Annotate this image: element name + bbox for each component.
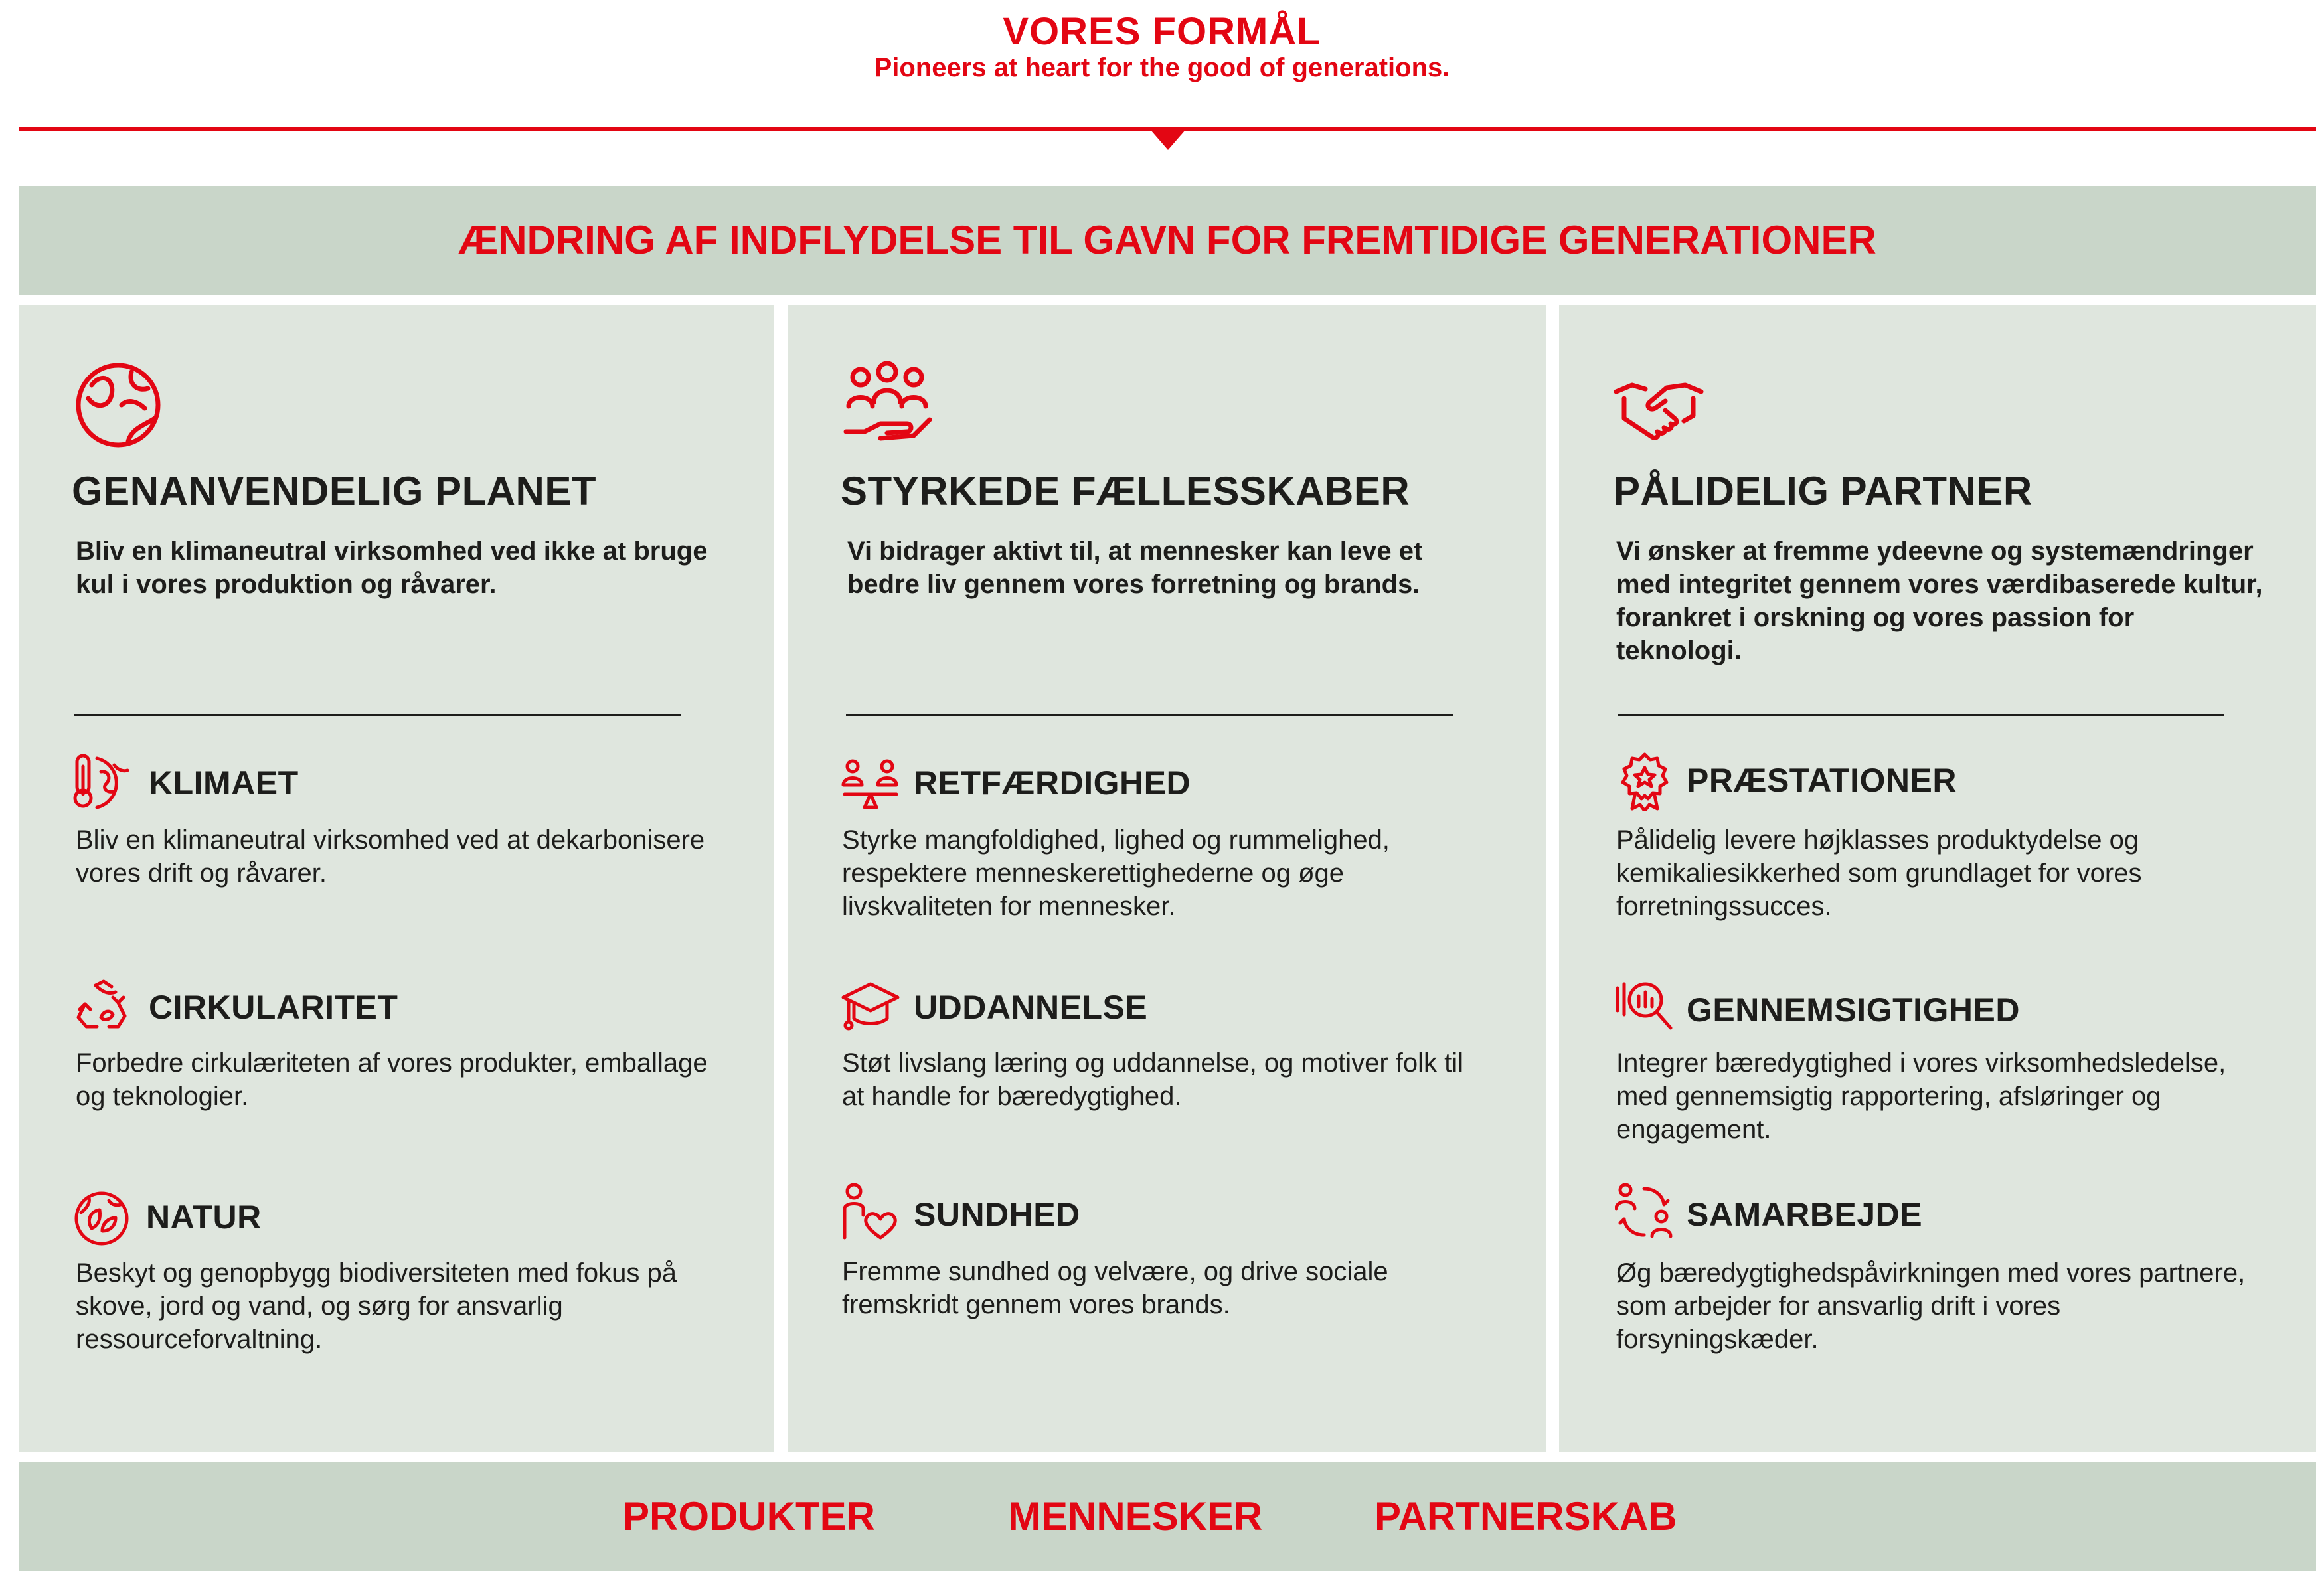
item-title: PRÆSTATIONER	[1687, 762, 1957, 799]
item-description: Øg bæredygtighedspåvirkningen med vores partnere, som arbejder for ansvarlig drift i vores forsyningskæder.	[1616, 1258, 2246, 1354]
globe-leaf-icon	[72, 359, 165, 452]
item-description: Styrke mangfoldighed, lighed og rummelighed, respektere menneskerettighederne og øge livskvaliteten for mennesker.	[842, 825, 1390, 921]
item-description: Pålidelig levere højklasses produktydelse og kemikaliesikkerhed som grundlaget for vores forretningssucces.	[1616, 825, 2142, 921]
item-description: Fremme sundhed og velvære, og drive sociale fremskridt gennem vores brands.	[842, 1257, 1388, 1319]
column-description: Bliv en klimaneutral virksomhed ved ikke at bruge kul i vores produktion og råvarer.	[76, 537, 708, 599]
thermometer-globe-icon	[72, 752, 131, 811]
column-partner	[1559, 305, 2316, 1452]
person-heart-icon	[841, 1182, 900, 1242]
column-divider	[1618, 714, 2224, 716]
column-description: Vi ønsker at fremme ydeevne og systemændringer med integritet gennem vores værdibaserede kultur, forankret i orskning og vores passion for teknologi.	[1616, 537, 2263, 665]
pillar-people: MENNESKER	[1008, 1494, 1263, 1539]
people-exchange-icon	[1615, 1182, 1675, 1242]
column-divider	[74, 714, 681, 716]
graduation-cap-icon	[841, 977, 900, 1037]
column-title: STYRKEDE FÆLLESSKABER	[841, 469, 1410, 513]
purpose-title: VORES FORMÅL	[1003, 10, 1321, 53]
item-title: GENNEMSIGTIGHED	[1687, 991, 2020, 1029]
column-divider	[846, 714, 1453, 716]
item-title: NATUR	[146, 1199, 262, 1236]
pillars-band	[19, 1462, 2316, 1571]
column-description: Vi bidrager aktivt til, at mennesker kan leve et bedre liv gennem vores forretning og brands.	[847, 537, 1423, 599]
pillar-partnership: PARTNERSKAB	[1374, 1494, 1677, 1539]
banner-text: ÆNDRING AF INDFLYDELSE TIL GAVN FOR FREMTIDIGE GENERATIONER	[458, 218, 1876, 262]
column-communities	[788, 305, 1546, 1452]
nature-globe-icon	[72, 1189, 131, 1248]
item-title: RETFÆRDIGHED	[914, 764, 1191, 801]
handshake-icon	[1612, 359, 1705, 452]
column-title: PÅLIDELIG PARTNER	[1614, 469, 2033, 513]
magnifier-chart-icon	[1615, 976, 1675, 1036]
column-planet	[19, 305, 774, 1452]
banner	[19, 186, 2316, 295]
item-title: UDDANNELSE	[914, 989, 1148, 1026]
item-title: CIRKULARITET	[149, 989, 398, 1026]
item-description: Forbedre cirkulæriteten af vores produkter, emballage og teknologier.	[76, 1048, 708, 1111]
pillar-products: PRODUKTER	[623, 1494, 876, 1539]
item-description: Integrer bæredygtighed i vores virksomhedsledelse, med gennemsigtig rapportering, afsløringer og engagement.	[1616, 1048, 2226, 1144]
recycle-leaf-icon	[72, 977, 131, 1037]
column-title: GENANVENDELIG PLANET	[72, 469, 597, 513]
item-description: Støt livslang læring og uddannelse, og motiver folk til at handle for bæredygtighed.	[842, 1048, 1464, 1111]
divider-pointer	[1151, 130, 1185, 150]
people-hand-icon	[841, 359, 934, 452]
item-title: SUNDHED	[914, 1196, 1080, 1233]
purpose-subtitle: Pioneers at heart for the good of generations.	[874, 53, 1450, 82]
item-description: Beskyt og genopbygg biodiversiteten med fokus på skove, jord og vand, og sørg for ansvarlig ressourceforvaltning.	[76, 1258, 677, 1354]
item-title: KLIMAET	[149, 764, 299, 801]
item-description: Bliv en klimaneutral virksomhed ved at dekarbonisere vores drift og råvarer.	[76, 825, 705, 888]
item-title: SAMARBEJDE	[1687, 1196, 1923, 1233]
award-rosette-icon	[1615, 752, 1675, 811]
balance-people-icon	[841, 757, 900, 817]
